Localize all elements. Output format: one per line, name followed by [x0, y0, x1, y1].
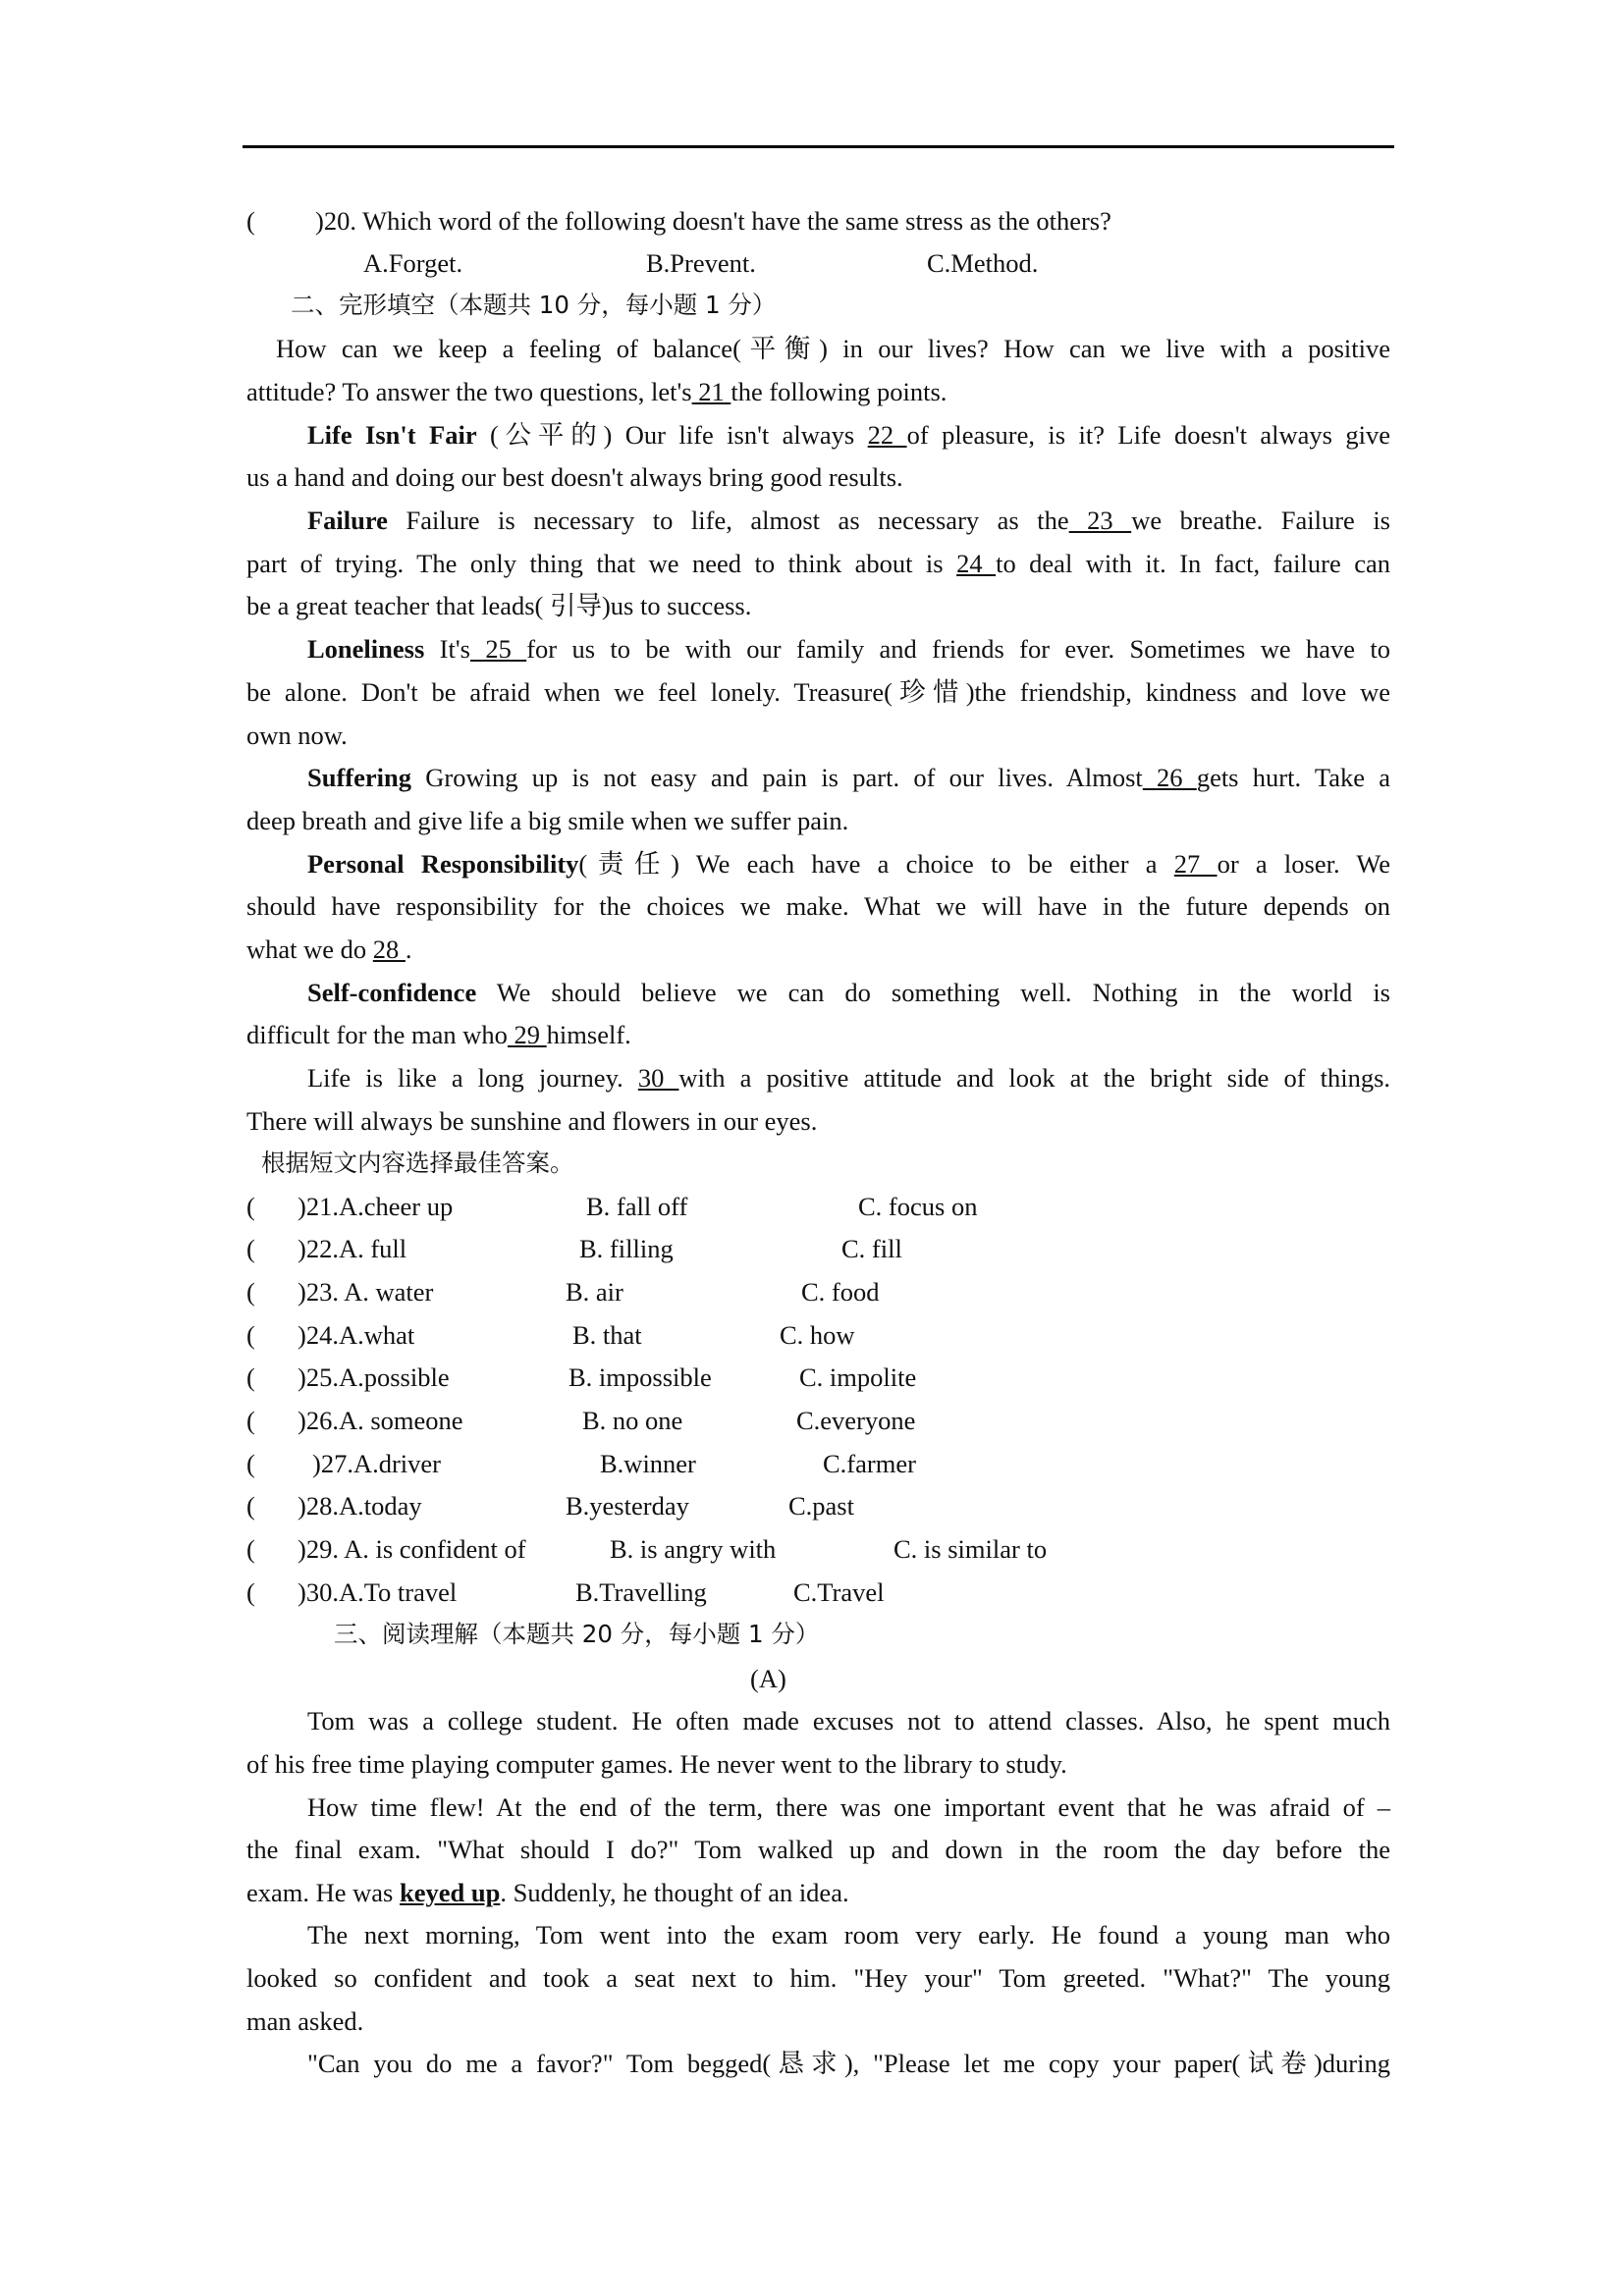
- reading-p3-line1: The next morning, Tom went into the exam room very early. He found a young man who: [307, 1920, 1390, 1949]
- cloze-instruction: 根据短文内容选择最佳答案。: [261, 1148, 574, 1177]
- cloze-p8-line2: There will always be sunshine and flowers in our eyes.: [246, 1106, 818, 1136]
- cloze-p6-line2: should have responsibility for the choices we make. What we will have in the future depends on: [246, 891, 1390, 921]
- section3-subtitle: (A): [750, 1664, 786, 1693]
- heading-failure: Failure: [307, 506, 388, 535]
- reading-p1-line1: Tom was a college student. He often made excuses not to attend classes. Also, he spent much: [307, 1706, 1390, 1735]
- reading-p1-line2: of his free time playing computer games. He never went to the library to study.: [246, 1749, 1067, 1779]
- blank-28: 28: [372, 934, 406, 964]
- cloze-p4-line3: own now.: [246, 721, 348, 750]
- cloze-p1-line1: How can we keep a feeling of balance(平衡) in our lives? How can we live with a positive: [276, 334, 1390, 363]
- cloze-p5-line2: deep breath and give life a big smile when we suffer pain.: [246, 806, 849, 835]
- blank-25: 25: [469, 634, 527, 664]
- blank-27: 27: [1173, 849, 1218, 879]
- section2-title: 二、完形填空（本题共 10 分，每小题 1 分）: [291, 291, 777, 319]
- blank-30: 30: [637, 1063, 679, 1093]
- q20-stem: )20. Which word of the following doesn't have the same stress as the others?: [315, 206, 1111, 236]
- reading-p4-line1: "Can you do me a favor?" Tom begged(恳求), "Please let me copy your paper(试卷)during: [307, 2049, 1390, 2078]
- cloze-p3-line1: Failure Failure is necessary to life, almost as necessary as the 23 we breathe. Failure is: [307, 506, 1390, 535]
- blank-23: 23: [1068, 506, 1132, 535]
- cloze-p4-line1: Loneliness It's 25 for us to be with our family and friends for ever. Sometimes we have to: [307, 634, 1390, 664]
- section3-title: 三、阅读理解（本题共 20 分，每小题 1 分）: [334, 1620, 820, 1648]
- blank-26: 26: [1142, 763, 1197, 792]
- blank-21: 21: [691, 377, 731, 406]
- reading-p3-line2: looked so confident and took a seat next to him. "Hey your" Tom greeted. "What?" The young: [246, 1963, 1390, 1993]
- keyed-up-term: keyed up: [400, 1878, 501, 1907]
- cloze-p1-line2: attitude? To answer the two questions, let's 21 the following points.: [246, 377, 947, 406]
- cloze-p7-line1: Self-confidence We should believe we can do something well. Nothing in the world is: [307, 978, 1390, 1007]
- cloze-p5-line1: Suffering Growing up is not easy and pain is part. of our lives. Almost 26 gets hurt. Take a: [307, 763, 1390, 792]
- q20-option-a: A.Forget.: [363, 248, 463, 278]
- header-rule: [243, 145, 1394, 148]
- heading-life-isnt-fair: Life Isn't Fair: [307, 420, 477, 450]
- q20-option-b: B.Prevent.: [646, 248, 756, 278]
- heading-self-confidence: Self-confidence: [307, 978, 477, 1007]
- cloze-p6-line1: Personal Responsibility(责任) We each have a choice to be either a 27 or a loser. We: [307, 849, 1391, 879]
- cloze-p3-line2: part of trying. The only thing that we need to think about is 24 to deal with it. In fact, failure can: [246, 549, 1391, 578]
- cloze-p2-line1: Life Isn't Fair (公平的) Our life isn't always 22 of pleasure, is it? Life doesn't always give: [307, 420, 1391, 450]
- heading-suffering: Suffering: [307, 763, 411, 792]
- cloze-p7-line2: difficult for the man who 29 himself.: [246, 1020, 631, 1049]
- cloze-p4-line2: be alone. Don't be afraid when we feel lonely. Treasure(珍惜)the friendship, kindness and love we: [246, 677, 1390, 707]
- q20-paren: (: [246, 206, 255, 236]
- cloze-p2-line2: us a hand and doing our best doesn't always bring good results.: [246, 462, 903, 492]
- blank-24: 24: [956, 549, 997, 578]
- exam-page: ( )20. Which word of the following doesn't have the same stress as the others? A.Forget. B.Prevent. C.Method. 二、完形填空（本题共 10 分，每小题 1 分） How can we keep a feeling of balance(平衡) in our lives? How can we live with a positive attitude? To answer the two questions, let's 21 the following points. Life Isn't Fair (公平的) Our life isn't always 22 of pleasure, is it? Life doesn't always give us a hand and doing our best doesn't always bring good results. Failure Failure is necessary to life, almost as necessary as the 23 we breathe. Failure is part of trying. The only thing that we need to think about is 24 to deal with it. In fact, failure can be a great teacher that leads( 引导)us to success. Loneliness It's 25 for us to be with our family and friends for ever. Sometimes we have to be alone. Don't be afraid when we feel lonely. Treasure(珍惜)the friendship, kindness and love we own now. Suffering Growing up is not easy and pain is part. of our lives. Almost 26 gets hurt. Take a deep breath and give life a big smile when we suffer pain. Personal Responsibility(责任) We each have a choice to be either a 27 or a loser. We should have responsibility for the choices we make. What we will have in the future depends on what we do 28 . Self-confidence We should believe we can do something well. Nothing in the world is difficult for the man who 29 himself. Life is like a long journey. 30 with a positive attitude and look at the bright side of things. There will always be sunshine and flowers in our eyes. 根据短文内容选择最佳答案。 ( )21.A.cheer up B. fall off C. focus on ( )22.A. full B. filling C. fill ( )23. A. water B. air C. food ( )24.A.what B. that C. how ( )25.A.possible B. impossible C. impolite ( )26.A. someone B. no one C.everyone ( )27.A.driver B.winner C.farmer ( )28.A.today B.yesterday C.past ( )29. A. is confident of B. is angry with C. is similar to ( )30.A.To travel B.Travelling C.Travel 三、阅读理解（本题共 20 分，每小题 1 分） (A) Tom was a college student. He often made excuses not to attend classes. Also, he spent much of his free time playing computer games. He never went to the library to study. How time flew! At the end of the term, there was one important event that he was afraid of – the final exam. "What should I do?" Tom walked up and down in the room the day before the exam. He was keyed up. Suddenly, he thought of an idea. The next morning, Tom went into the exam room very early. He found a young man who looked so confident and took a seat next to him. "Hey your" Tom greeted. "What?" The young man asked. "Can you do me a favor?" Tom begged(恳求), "Please let me copy your paper(试卷)during: [0, 0, 1624, 2296]
- reading-p2-line3: exam. He was keyed up. Suddenly, he thought of an idea.: [246, 1878, 849, 1907]
- reading-p2-line2: the final exam. "What should I do?" Tom walked up and down in the room the day before the: [246, 1835, 1390, 1864]
- heading-personal-responsibility: Personal Responsibility: [307, 849, 579, 879]
- cloze-p3-line3: be a great teacher that leads( 引导)us to success.: [246, 591, 752, 620]
- reading-p3-line3: man asked.: [246, 2006, 364, 2036]
- cloze-p6-line3: what we do 28 .: [246, 934, 412, 964]
- reading-p2-line1: How time flew! At the end of the term, there was one important event that he was afraid of –: [307, 1792, 1390, 1822]
- cloze-p8-line1: Life is like a long journey. 30 with a positive attitude and look at the bright side of things.: [307, 1063, 1391, 1093]
- q20-option-c: C.Method.: [927, 248, 1039, 278]
- blank-29: 29: [507, 1020, 547, 1049]
- heading-loneliness: Loneliness: [307, 634, 425, 664]
- blank-22: 22: [867, 420, 907, 450]
